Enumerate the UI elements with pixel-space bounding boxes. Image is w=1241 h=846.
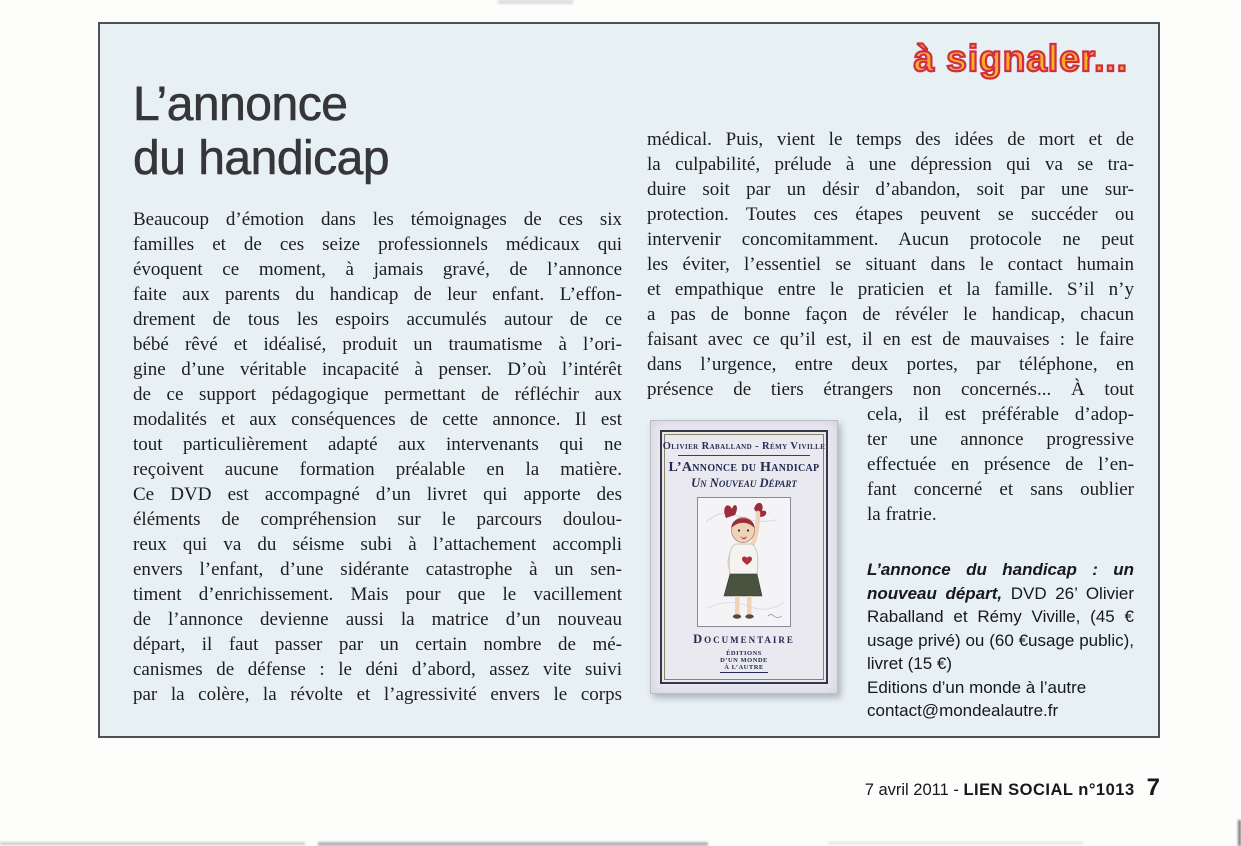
cover-subtitle: Un Nouveau Départ bbox=[691, 476, 797, 490]
text-line: intervenir concomitamment. Aucun protocole ne peut bbox=[647, 229, 1134, 250]
wrap-text bbox=[867, 402, 1134, 527]
cover-divider bbox=[678, 455, 809, 456]
text-line: cela, il est préférable d’adop- bbox=[867, 404, 1134, 425]
text-line: la fratrie. bbox=[867, 504, 937, 525]
section-kicker: à signaler... bbox=[913, 38, 1128, 79]
text-line: canismes de défense : le déni d’abord, assez vite suivi bbox=[133, 659, 622, 680]
text-line: faite aux parents du handicap de leur enfant. L’effon- bbox=[133, 284, 622, 305]
article-title bbox=[133, 78, 389, 186]
caption-contact-email: contact@mondealautre.fr bbox=[867, 701, 1059, 720]
text-line: familles et de ces seize professionnels médicaux qui bbox=[133, 234, 622, 255]
text-line: Ce DVD est accompagné d’un livret qui apporte des bbox=[133, 484, 622, 505]
scan-artifact bbox=[498, 0, 573, 4]
cover-authors: Olivier Raballand - Rémy Viville bbox=[662, 441, 826, 452]
girl-illustration bbox=[697, 497, 791, 627]
girl-drawing-svg bbox=[698, 498, 790, 626]
text-line: À L’AUTRE bbox=[720, 664, 768, 673]
text-line: tout particulièrement adapté aux intervenants qui ne bbox=[133, 434, 622, 455]
article-title-line2: du handicap bbox=[133, 132, 390, 185]
text-line: la culpabilité, prélude à une dépression qui va se tra- bbox=[647, 154, 1134, 175]
text-line: fant concerné et sans oublier bbox=[867, 479, 1134, 500]
article-title-line1: L’annonce bbox=[133, 78, 348, 131]
text-line: reux qui va du séisme subi à l’attachement accompli bbox=[133, 534, 622, 555]
text-line: de l’annonce devienne aussi la matrice d’un nouveau bbox=[133, 609, 622, 630]
text-line: médical. Puis, vient le temps des idées de mort et de bbox=[647, 129, 1134, 150]
caption-title: L’annonce du handicap : un nouveau départ, bbox=[867, 560, 1134, 603]
text-line: ter une annonce progressive bbox=[867, 429, 1134, 450]
page-footer bbox=[865, 774, 1160, 802]
text-line: timent d’enrichissement. Mais pour que le vacillement bbox=[133, 584, 622, 605]
right-column bbox=[647, 127, 1134, 742]
text-line: modalités et aux conséquences de cette annonce. Il est bbox=[133, 409, 622, 430]
scan-artifact bbox=[0, 842, 305, 845]
text-line: bébé rêvé et idéalisé, produit un traumatisme à l’ori- bbox=[133, 334, 622, 355]
cover-title: L’Annonce du Handicap bbox=[668, 460, 820, 475]
text-line: drement de tous les espoirs accumulés autour de ce bbox=[133, 309, 622, 330]
text-line: protection. Toutes ces étapes peuvent se succéder ou bbox=[647, 204, 1134, 225]
text-line: évoquent ce moment, à jamais gravé, de l’annonce bbox=[133, 259, 622, 280]
caption-main bbox=[867, 558, 1134, 676]
text-line: duire soit par un désir d’abandon, soit par une sur- bbox=[647, 179, 1134, 200]
footer-date: 7 avril 2011 - bbox=[864, 781, 964, 799]
article-panel bbox=[98, 22, 1160, 738]
caption-credits: DVD 26’ Olivier Raballand et Rémy Viville, (45 € usage privé) ou (60 €usage public), livret (15 €) bbox=[867, 583, 1134, 673]
text-line: par la colère, la révolte et l’agressivité envers le corps bbox=[133, 684, 622, 705]
cover-publisher-logo bbox=[720, 650, 768, 673]
left-column bbox=[133, 207, 622, 707]
text-line: et empathique entre le praticien et la famille. S’il n’y bbox=[647, 279, 1134, 300]
text-line: reçoivent aucune formation préalable en la matière. bbox=[133, 459, 622, 480]
caption-publisher: Editions d’un monde à l’autre bbox=[867, 677, 1087, 697]
text-line: envers l’enfant, d’une sidérante catastrophe à un sen- bbox=[133, 559, 622, 580]
footer-journal-name: LIEN SOCIAL n°1013 bbox=[963, 781, 1135, 799]
cover-genre: Documentaire bbox=[693, 632, 795, 646]
text-line: Beaucoup d’émotion dans les témoignages de ces six bbox=[133, 209, 622, 230]
text-line: présence de tiers étrangers non concernés... À tout bbox=[647, 379, 1134, 400]
right-column-text bbox=[647, 127, 1134, 402]
text-line: a pas de bonne façon de révéler le handicap, chacun bbox=[647, 304, 1134, 325]
dvd-caption bbox=[867, 558, 1134, 723]
text-line: ÉDITIONS bbox=[726, 650, 762, 657]
scan-artifact bbox=[828, 842, 1083, 844]
text-line: départ, il faut passer par un certain nombre de mé- bbox=[133, 634, 622, 655]
cover-content bbox=[664, 434, 824, 680]
text-line: éléments de compréhension sur le parcours doulou- bbox=[133, 509, 622, 530]
text-line: de ce support pédagogique permettant de réfléchir aux bbox=[133, 384, 622, 405]
media-row bbox=[647, 402, 1134, 742]
text-line: gine d’une véritable incapacité à penser. D’où l’intérêt bbox=[133, 359, 622, 380]
text-line: faisant avec ce qu’il est, il en est de mauvaises : le faire bbox=[647, 329, 1134, 350]
text-line: dans l’urgence, entre deux portes, par téléphone, en bbox=[647, 354, 1134, 375]
dvd-cover bbox=[650, 420, 838, 694]
scan-artifact bbox=[318, 842, 708, 846]
text-line: D’UN MONDE bbox=[720, 657, 768, 664]
text-line: effectuée en présence de l’en- bbox=[867, 454, 1134, 475]
footer-page-number: 7 bbox=[1146, 774, 1160, 801]
text-line: les éviter, l’essentiel se situant dans le contact humain bbox=[647, 254, 1134, 275]
